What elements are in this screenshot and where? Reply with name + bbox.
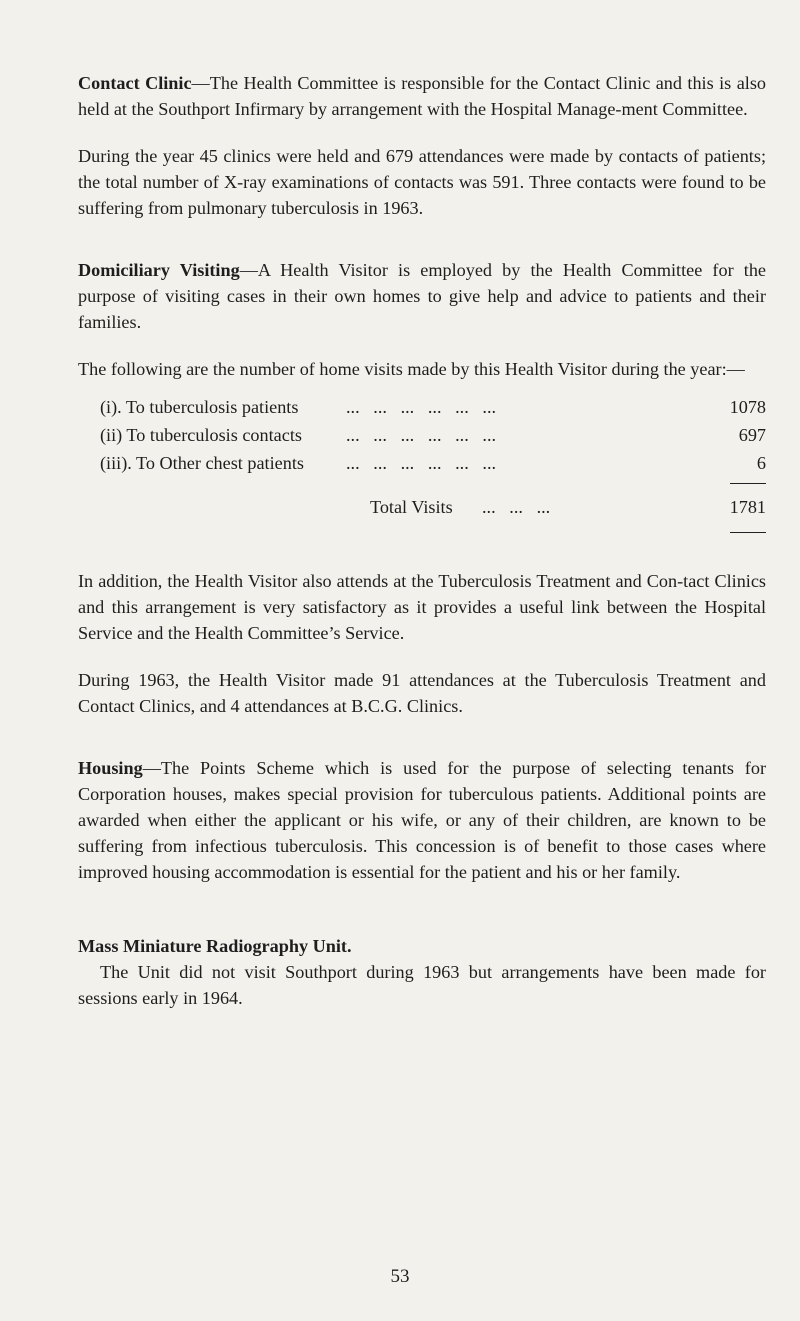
total-dots: ... ... ... xyxy=(482,497,551,517)
subtotal-rule xyxy=(730,483,766,484)
housing-paragraph xyxy=(78,755,766,885)
document-page xyxy=(78,70,766,1011)
visit-value: 6 xyxy=(756,453,766,473)
domiciliary-paragraph xyxy=(78,257,766,335)
visit-dots: ... ... ... ... ... ... xyxy=(346,453,497,473)
contact-clinic-paragraph xyxy=(78,70,766,122)
visit-row xyxy=(78,394,766,420)
home-visits-intro: The following are the number of home visits made by this Health Visitor during the year:— xyxy=(78,359,745,379)
domiciliary-text: —A Health Visitor is employed by the Health Committee for the purpose of visiting cases in their own homes to give help and advice to patients and their families. xyxy=(78,260,766,332)
contact-clinic-stats-paragraph: During the year 45 clinics were held and 679 attendances were made by contacts of patients; the total number of X-ray examinations of contacts was 591. Three contacts were found to be suffering from pulmonary tuberculosis in 1963. xyxy=(78,146,766,218)
home-visits-table xyxy=(78,394,766,552)
housing-heading: Housing xyxy=(78,758,143,778)
visit-row xyxy=(78,422,766,448)
mass-radiography-heading: Mass Miniature Radiography Unit. xyxy=(78,936,352,956)
visit-row xyxy=(78,450,766,476)
visit-value: 697 xyxy=(738,425,766,445)
visit-label: (ii) To tuberculosis contacts xyxy=(100,425,302,445)
mass-radiography-text: The Unit did not visit Southport during 1963 but arrangements have been made for sessions early in 1964. xyxy=(78,962,766,1008)
contact-clinic-text: —The Health Committee is responsible for the Contact Clinic and this is also held at the Southport Infirmary by arrangement with the Hospital Manage-ment Committee. xyxy=(78,73,766,119)
visit-dots: ... ... ... ... ... ... xyxy=(346,397,497,417)
domiciliary-heading: Domiciliary Visiting xyxy=(78,260,240,280)
visit-dots: ... ... ... ... ... ... xyxy=(346,425,497,445)
attendances-paragraph: During 1963, the Health Visitor made 91 attendances at the Tuberculosis Treatment and Contact Clinics, and 4 attendances at B.C.G. Clinics. xyxy=(78,670,766,716)
visit-label: (i). To tuberculosis patients xyxy=(100,397,299,417)
housing-text: —The Points Scheme which is used for the purpose of selecting tenants for Corporation houses, makes special provision for tuberculous patients. Additional points are awarded when either the applicant or his wife, or any of their children, are known to be suffering from infectious tuberculosis. This concession is of benefit to those cases where improved housing accommodation is essential for the patient and his or her family. xyxy=(78,758,766,882)
visit-label: (iii). To Other chest patients xyxy=(100,453,304,473)
total-value: 1781 xyxy=(729,497,766,517)
total-row xyxy=(78,494,766,520)
total-rule xyxy=(730,532,766,533)
contact-clinic-heading: Contact Clinic xyxy=(78,73,192,93)
health-visitor-link-paragraph: In addition, the Health Visitor also attends at the Tuberculosis Treatment and Con-tact Clinics and this arrangement is very satisfactory as it provides a useful link between the Hospital Service and the Health Committee’s Service. xyxy=(78,571,766,643)
page-number: 53 xyxy=(390,1266,410,1287)
visit-value: 1078 xyxy=(729,397,766,417)
total-label: Total Visits xyxy=(370,497,453,517)
